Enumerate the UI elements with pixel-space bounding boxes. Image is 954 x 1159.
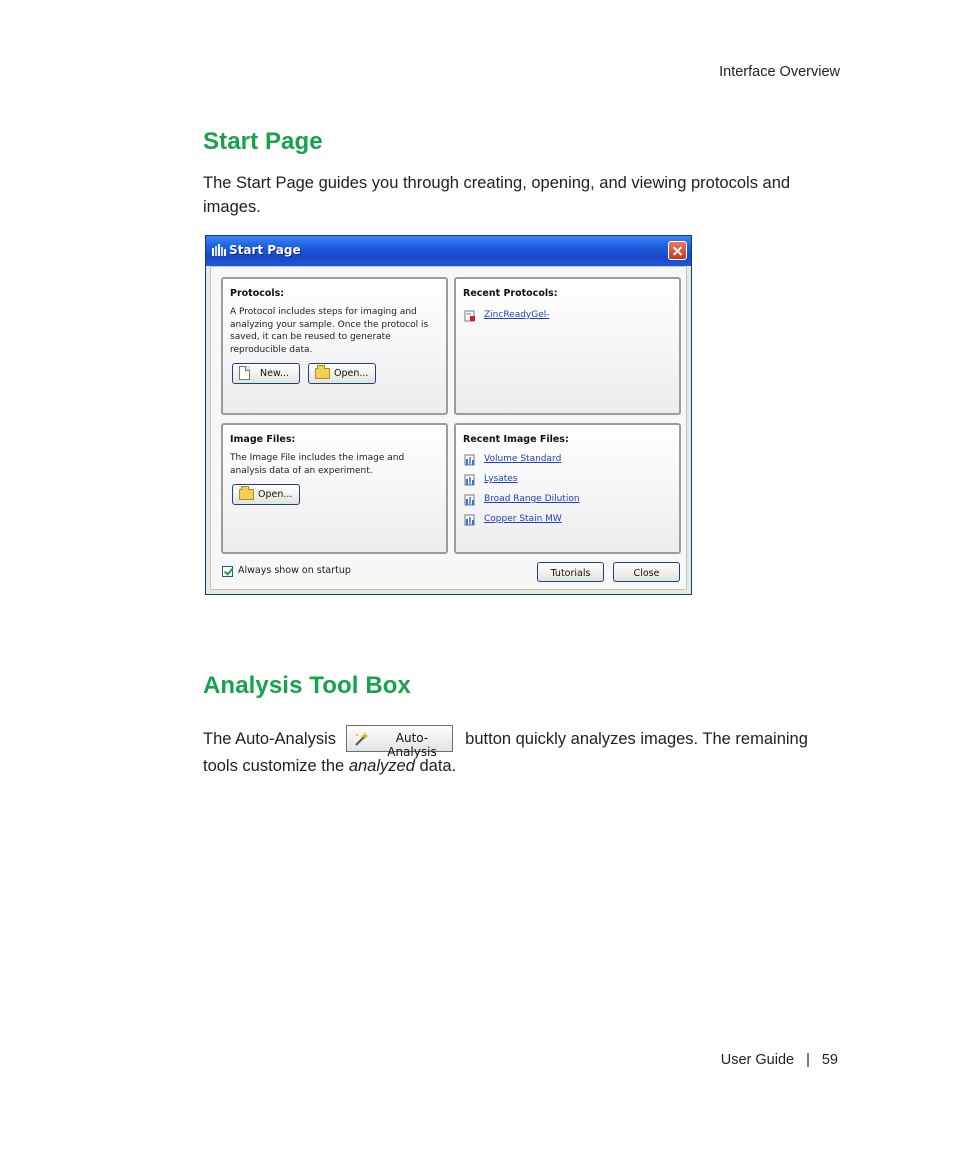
- analysis-line2-emphasis: analyzed: [348, 757, 415, 775]
- close-icon[interactable]: [668, 241, 687, 260]
- dialog-title: Start Page: [229, 243, 301, 257]
- image-file-icon: [464, 474, 476, 486]
- recent-image-link[interactable]: Volume Standard: [484, 454, 562, 464]
- image-file-icon: [464, 494, 476, 506]
- auto-analysis-button[interactable]: Auto-Analysis: [346, 725, 453, 752]
- folder-icon: [315, 368, 330, 379]
- recent-protocols-title: Recent Protocols:: [463, 288, 558, 299]
- image-files-panel: [221, 423, 448, 554]
- always-show-checkbox[interactable]: [222, 566, 233, 577]
- tutorials-button[interactable]: Tutorials: [537, 562, 604, 582]
- running-head: Interface Overview: [719, 64, 840, 80]
- recent-image-link[interactable]: Lysates: [484, 474, 518, 484]
- dialog-titlebar: [206, 236, 691, 266]
- recent-protocols-panel: [454, 277, 681, 415]
- protocols-title: Protocols:: [230, 288, 285, 299]
- section-heading-analysis-tool-box: Analysis Tool Box: [203, 672, 411, 699]
- app-icon: [212, 244, 226, 256]
- image-files-description: The Image File includes the image and analysis data of an experiment.: [230, 453, 405, 476]
- start-page-dialog: [205, 235, 692, 595]
- folder-icon: [239, 489, 254, 500]
- dialog-client-area: [210, 266, 687, 590]
- image-file-icon: [464, 454, 476, 466]
- footer-label: User Guide: [720, 1052, 795, 1068]
- analysis-line2-before: tools customize the: [203, 757, 345, 775]
- recent-protocol-link[interactable]: ZincReadyGel-: [484, 310, 550, 320]
- protocols-panel: [221, 277, 448, 415]
- footer-separator: |: [806, 1052, 810, 1068]
- analysis-text-before: The Auto-Analysis: [203, 730, 336, 748]
- open-image-file-button[interactable]: Open...: [232, 484, 300, 505]
- open-protocol-button[interactable]: Open...: [308, 363, 376, 384]
- recent-image-link[interactable]: Copper Stain MW: [484, 514, 562, 524]
- recent-image-files-panel: [454, 423, 681, 554]
- protocols-description: A Protocol includes steps for imaging and analyzing your sample. Once the protocol is saved, it can be reused to generate reproducible data.: [230, 307, 429, 355]
- magic-wand-icon: [352, 731, 370, 747]
- new-document-icon: [239, 366, 250, 380]
- recent-image-files-title: Recent Image Files:: [463, 434, 569, 445]
- protocol-file-icon: [464, 310, 476, 322]
- analysis-line2-after: data.: [419, 757, 457, 775]
- image-file-icon: [464, 514, 476, 526]
- always-show-label: Always show on startup: [238, 565, 351, 576]
- close-button[interactable]: Close: [613, 562, 680, 582]
- recent-image-link[interactable]: Broad Range Dilution: [484, 494, 580, 504]
- image-files-title: Image Files:: [230, 434, 296, 445]
- start-page-description: The Start Page guides you through creating, opening, and viewing protocols and images.: [203, 174, 791, 216]
- new-protocol-button[interactable]: New...: [232, 363, 300, 384]
- page-number: 59: [821, 1052, 838, 1068]
- section-heading-start-page: Start Page: [203, 128, 323, 155]
- analysis-description: [203, 726, 843, 780]
- page-footer: [721, 1052, 838, 1068]
- analysis-text-after: button quickly analyzes images. The remaining: [465, 730, 808, 748]
